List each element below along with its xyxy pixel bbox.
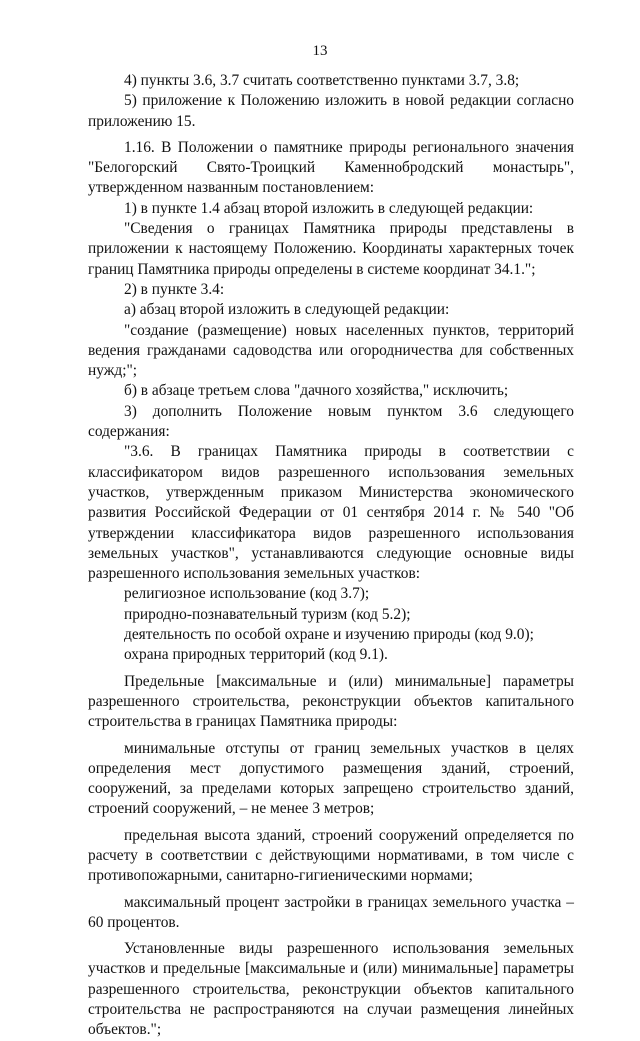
paragraph: минимальные отступы от границ земельных участков в целях определения мест допустимого размещения зданий, строений, сооружений, за пределами которых запрещено строительство зданий, строений сооружений, – не менее 3 метров; xyxy=(88,739,574,818)
paragraph: Установленные виды разрешенного использования земельных участков и предельные [максимальные и (или) минимальные] параметры разрешенного строительства, реконструкции объектов капитального строительства не распространяются на случаи размещения линейных объектов."; xyxy=(88,940,574,1039)
list-item: охрана природных территорий (код 9.1). xyxy=(124,646,388,664)
list-item: деятельность по особой охране и изучению природы (код 9.0); xyxy=(124,626,534,644)
paragraph: "создание (размещение) новых населенных пунктов, территорий ведения гражданами садоводства или огородничества для собственных нужд;"; xyxy=(88,321,574,380)
list-item: природно-познавательный туризм (код 5.2); xyxy=(124,605,411,623)
document-body xyxy=(88,71,574,1041)
paragraph: предельная высота зданий, строений сооружений определяется по расчету в соответствии с действующими нормативами, в том числе с противопожарными, санитарно-гигиеническими нормами; xyxy=(88,826,574,885)
list-item: религиозное использование (код 3.7); xyxy=(124,585,370,603)
page-number: 13 xyxy=(312,43,328,59)
paragraph: 1.16. В Положении о памятнике природы регионального значения "Белогорский Свято-Троицкий Каменнобродский монастырь", утвержденном названным постановлением: xyxy=(88,138,574,197)
paragraph: 3) дополнить Положение новым пунктом 3.6 следующего содержания: xyxy=(88,402,574,441)
paragraph: "Сведения о границах Памятника природы представлены в приложении к настоящему Положению. Координаты характерных точек границ Памятника природы определены в системе координат 34.1."; xyxy=(88,220,574,278)
paragraph: 5) приложение к Положению изложить в новой редакции согласно приложению 15. xyxy=(88,92,574,130)
paragraph: Предельные [максимальные и (или) минимальные] параметры разрешенного строительства, реконструкции объектов капитального строительства в границах Памятника природы: xyxy=(88,672,574,731)
paragraph: 4) пункты 3.6, 3.7 считать соответственно пунктами 3.7, 3.8; xyxy=(124,72,520,89)
paragraph: максимальный процент застройки в границах земельного участка – 60 процентов. xyxy=(88,893,574,931)
paragraph: а) абзац второй изложить в следующей редакции: xyxy=(124,301,450,319)
paragraph: 2) в пункте 3.4: xyxy=(124,280,225,298)
paragraph: б) в абзаце третьем слова "дачного хозяйства," исключить; xyxy=(124,382,509,400)
paragraph: 1) в пункте 1.4 абзац второй изложить в следующей редакции: xyxy=(124,199,534,217)
paragraph: "3.6. В границах Памятника природы в соответствии с классификатором видов разрешенного использования земельных участков, утвержденным приказом Министерства экономического развития Российской Федерации от 01 сентября 2014 г. № 540 "Об утверждении классификатора видов разрешенного использования земельных участков", устанавливаются следующие основные виды разрешенного использования земельных участков: xyxy=(88,443,574,583)
